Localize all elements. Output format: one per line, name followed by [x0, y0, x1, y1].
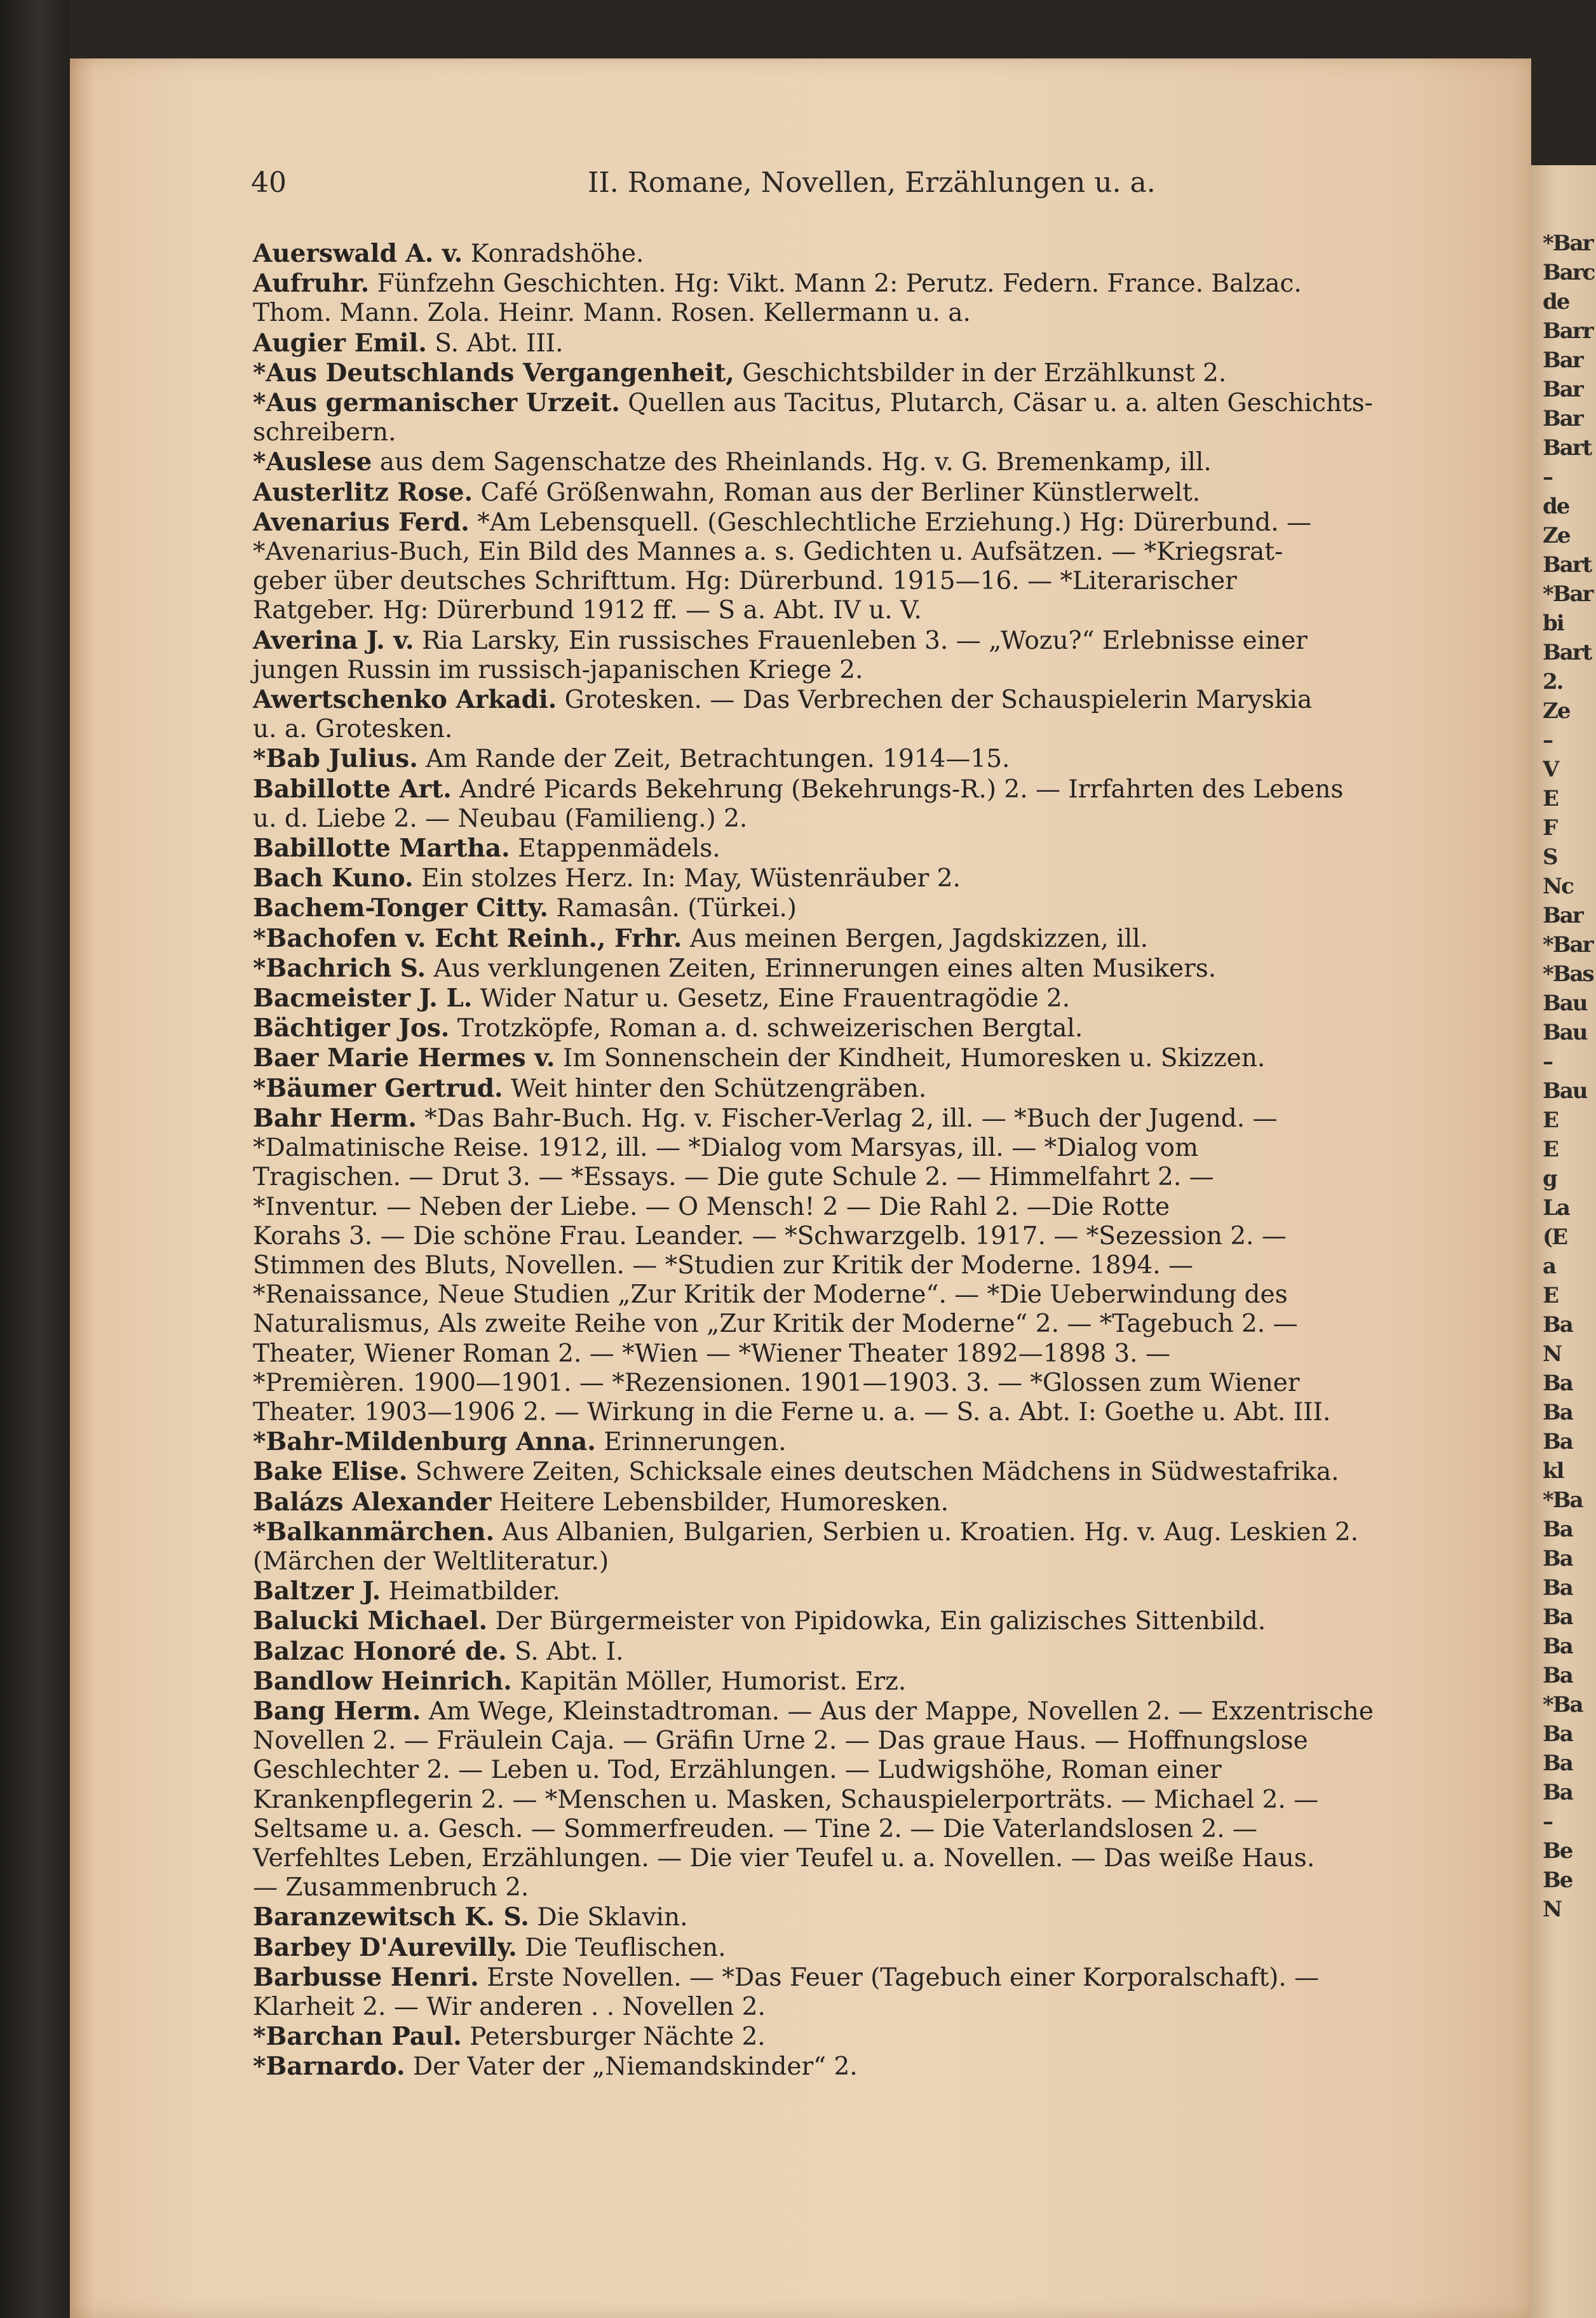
entry-text: Wider Natur u. Gesetz, Eine Frauentragödie 2.: [472, 984, 1071, 1013]
entry-text: Fünfzehn Geschichten. Hg: Vikt. Mann 2: Perutz. Federn. France. Balzac.: [369, 269, 1302, 299]
entry-author: Bandlow Heinrich.: [253, 1666, 512, 1696]
next-page-fragment: Ba: [1543, 1517, 1572, 1542]
entry: [253, 984, 1492, 1013]
entry-text: Trotzköpfe, Roman a. d. schweizerischen Bergtal.: [449, 1014, 1083, 1043]
next-page-fragment: 2.: [1543, 669, 1563, 695]
entry-author: *Bachofen v. Echt Reinh., Frhr.: [253, 923, 682, 953]
entry-author: Auerswald A. v.: [253, 239, 463, 268]
entry-text-continued: Geschlechter 2. — Leben u. Tod, Erzählungen. — Ludwigshöhe, Roman einer: [253, 1756, 1222, 1785]
bibliography-entries: [253, 239, 1492, 2082]
entry: [253, 1517, 1492, 1576]
entry-text: *Das Bahr-Buch. Hg. v. Fischer-Verlag 2, ill. — *Buch der Jugend. —: [416, 1104, 1278, 1133]
entry: [253, 1933, 1492, 1963]
entry-text-continued: Tragischen. — Drut 3. — *Essays. — Die gute Schule 2. — Himmelfahrt 2. —: [253, 1163, 1214, 1192]
entry-text: Ein stolzes Herz. In: May, Wüstenräuber 2.: [413, 864, 961, 893]
next-page-fragment: V: [1543, 757, 1559, 782]
entry-author: Bang Herm.: [253, 1696, 421, 1726]
entry-text-continued: jungen Russin im russisch-japanischen Kriege 2.: [253, 655, 863, 684]
entry-text-continued: u. d. Liebe 2. — Neubau (Familieng.) 2.: [253, 804, 748, 833]
entry: [253, 1963, 1492, 2022]
next-page-fragment: de: [1543, 494, 1569, 519]
entry: [253, 954, 1492, 984]
entry-text-continued: Theater, Wiener Roman 2. — *Wien — *Wiener Theater 1892—1898 3. —: [253, 1339, 1170, 1368]
next-page-fragment: a: [1543, 1254, 1556, 1279]
entry-text: Die Teuflischen.: [517, 1933, 726, 1962]
entry-author: Augier Emil.: [253, 328, 427, 358]
next-page-fragment: –: [1543, 728, 1552, 753]
entry: [253, 447, 1492, 477]
next-page-fragment: Ba: [1543, 1604, 1572, 1630]
entry-author: *Auslese: [253, 447, 372, 477]
next-page-fragment: F: [1543, 815, 1557, 841]
entry-author: *Bäumer Gertrud.: [253, 1073, 503, 1103]
entry-text: S. Abt. III.: [426, 329, 564, 358]
book-binding: [0, 0, 70, 2318]
entry-text-continued: Novellen 2. — Fräulein Caja. — Gräfin Urne 2. — Das graue Haus. — Hoffnungslose: [253, 1726, 1308, 1756]
next-page-fragment: Bar: [1543, 406, 1583, 431]
next-page-fragment: *Bar: [1543, 581, 1593, 607]
entry-text: Aus verklungenen Zeiten, Erinnerungen eines alten Musikers.: [426, 954, 1217, 983]
entry: [253, 1902, 1492, 1932]
entry: [253, 744, 1492, 774]
entry-text-continued: Naturalismus, Als zweite Reihe von „Zur Kritik der Moderne“ 2. — *Tagebuch 2. —: [253, 1310, 1298, 1339]
running-head: II. Romane, Novellen, Erzählungen u. a.: [588, 166, 1156, 199]
entry-text: Aus Albanien, Bulgarien, Serbien u. Kroatien. Hg. v. Aug. Leskien 2.: [494, 1517, 1359, 1547]
entry-author: Averina J. v.: [253, 625, 414, 655]
entry-text-continued: *Renaissance, Neue Studien „Zur Kritik der Moderne“. — *Die Ueberwindung des: [253, 1280, 1288, 1310]
entry: [253, 1013, 1492, 1043]
entry-text-continued: schreibern.: [253, 418, 396, 447]
next-page-fragment: La: [1543, 1195, 1569, 1221]
next-page-fragment: Bar: [1543, 903, 1583, 928]
entry-text: Café Größenwahn, Roman aus der Berliner Künstlerwelt.: [473, 478, 1201, 507]
next-page-fragment: Nc: [1543, 874, 1573, 899]
next-page-fragment: E: [1543, 1137, 1558, 1162]
entry-author: *Aus germanischer Urzeit.: [253, 388, 620, 418]
entry-author: Barbey D'Aurevilly.: [253, 1932, 517, 1962]
entry: [253, 269, 1492, 328]
entry: [253, 834, 1492, 864]
entry-author: Awertschenko Arkadi.: [253, 685, 557, 715]
next-page-fragment: Bart: [1543, 552, 1592, 578]
page-header: [251, 166, 1496, 205]
entry-author: *Bab Julius.: [253, 744, 418, 774]
next-page-fragment: S: [1543, 844, 1557, 870]
next-page-fragment: Ba: [1543, 1721, 1572, 1747]
entry-text-continued: — Zusammenbruch 2.: [253, 1873, 529, 1902]
entry: [253, 1457, 1492, 1487]
next-page-fragment: Bau: [1543, 991, 1587, 1016]
entry-text: Im Sonnenschein der Kindheit, Humoresken u. Skizzen.: [555, 1044, 1266, 1073]
next-page-fragment: (E: [1543, 1224, 1567, 1250]
entry: [253, 1043, 1492, 1073]
entry-author: Bahr Herm.: [253, 1103, 417, 1133]
entry-author: Avenarius Ferd.: [253, 507, 470, 537]
entry-author: Austerlitz Rose.: [253, 477, 473, 507]
entry-text: Weit hinter den Schützengräben.: [503, 1074, 927, 1103]
entry-text: Am Rande der Zeit, Betrachtungen. 1914—15.: [417, 745, 1010, 774]
entry-text-continued: Korahs 3. — Die schöne Frau. Leander. — *Schwarzgelb. 1917. — *Sezession 2. —: [253, 1221, 1287, 1250]
entry: [253, 1488, 1492, 1517]
next-page-fragment: Bart: [1543, 435, 1592, 461]
next-page-fragment: Ba: [1543, 1429, 1572, 1454]
next-page-fragment: Ze: [1543, 523, 1570, 548]
next-page-fragment: *Bas: [1543, 961, 1593, 987]
next-page-fragment: E: [1543, 1108, 1558, 1133]
entry-author: Aufruhr.: [253, 269, 370, 299]
entry-author: Barbusse Henri.: [253, 1962, 479, 1992]
entry: [253, 1697, 1492, 1902]
next-page-fragment: g: [1543, 1166, 1557, 1191]
entry: [253, 626, 1492, 685]
entry: [253, 329, 1492, 358]
next-page-fragment: –: [1543, 1809, 1552, 1834]
next-page-fragments: [1543, 229, 1596, 1924]
entry-text-continued: *Avenarius-Buch, Ein Bild des Mannes a. s. Gedichten u. Aufsätzen. — *Kriegsrat-: [253, 538, 1283, 567]
entry: [253, 1074, 1492, 1104]
entry: [253, 1576, 1492, 1606]
entry-author: Babillotte Martha.: [253, 834, 510, 864]
entry-text: Konradshöhe.: [463, 240, 644, 268]
entry-text: Quellen aus Tacitus, Plutarch, Cäsar u. a. alten Geschichts-: [619, 389, 1373, 418]
entry-text: Etappenmädels.: [510, 834, 720, 864]
entry-text: Erinnerungen.: [595, 1428, 787, 1457]
entry: [253, 1427, 1492, 1457]
next-page-fragment: Ze: [1543, 698, 1570, 724]
entry: [253, 478, 1492, 508]
next-page-fragment: Bau: [1543, 1020, 1587, 1045]
entry: [253, 1637, 1492, 1667]
entry-text-continued: Verfehltes Leben, Erzählungen. — Die vier Teufel u. a. Novellen. — Das weiße Haus.: [253, 1843, 1315, 1873]
entry: [253, 864, 1492, 893]
entry-text: Die Sklavin.: [529, 1903, 688, 1932]
next-page-fragment: *Ba: [1543, 1692, 1583, 1718]
entry-text: Ria Larsky, Ein russisches Frauenleben 3. — „Wozu?“ Erlebnisse einer: [414, 626, 1308, 655]
next-page-fragment: kl: [1543, 1458, 1564, 1484]
entry: [253, 2022, 1492, 2052]
entry-text: André Picards Bekehrung (Bekehrungs-R.) 2. — Irrfahrten des Lebens: [451, 775, 1344, 804]
entry: [253, 388, 1492, 447]
entry-author: *Bachrich S.: [253, 953, 426, 983]
entry-author: Balzac Honoré de.: [253, 1636, 507, 1666]
entry-author: *Bahr-Mildenburg Anna.: [253, 1427, 596, 1457]
next-page-fragment: E: [1543, 1283, 1558, 1308]
entry-author: Bachem-Tonger Citty.: [253, 893, 548, 923]
next-page-fragment: Bar: [1543, 348, 1583, 373]
entry-text: Erste Novellen. — *Das Feuer (Tagebuch einer Korporalschaft). —: [478, 1963, 1320, 1992]
entry-text-continued: *Inventur. — Neben der Liebe. — O Mensch! 2 — Die Rahl 2. —Die Rotte: [253, 1192, 1170, 1221]
entry-text: *Am Lebensquell. (Geschlechtliche Erziehung.) Hg: Dürerbund. —: [469, 508, 1312, 537]
entry-text: Grotesken. — Das Verbrechen der Schauspielerin Maryskia: [557, 686, 1313, 715]
entry-author: Bächtiger Jos.: [253, 1013, 450, 1043]
entry: [253, 893, 1492, 923]
entry-text: Aus meinen Bergen, Jagdskizzen, ill.: [682, 924, 1149, 953]
entry-author: *Balkanmärchen.: [253, 1517, 495, 1547]
entry: [253, 2052, 1492, 2082]
entry-text: aus dem Sagenschatze des Rheinlands. Hg. v. G. Bremenkamp, ill.: [372, 448, 1212, 477]
entry: [253, 1606, 1492, 1636]
entry-text-continued: Theater. 1903—1906 2. — Wirkung in die Ferne u. a. — S. a. Abt. I: Goethe u. Abt. III.: [253, 1397, 1331, 1427]
next-page-fragment: Bart: [1543, 640, 1592, 665]
entry-text-continued: (Märchen der Weltliteratur.): [253, 1547, 609, 1576]
entry-author: Balucki Michael.: [253, 1606, 488, 1636]
entry-author: Balázs Alexander: [253, 1487, 492, 1517]
entry-author: Babillotte Art.: [253, 774, 452, 804]
next-page-fragment: Be: [1543, 1867, 1572, 1893]
next-page-fragment: N: [1543, 1897, 1562, 1922]
next-page-fragment: –: [1543, 464, 1552, 490]
next-page-fragment: Barc: [1543, 260, 1595, 285]
next-page-fragment: Ba: [1543, 1371, 1572, 1396]
next-page-fragment: *Bar: [1543, 231, 1593, 256]
entry-author: Bach Kuno.: [253, 864, 414, 893]
next-page-fragment: de: [1543, 289, 1569, 315]
next-page-fragment: Be: [1543, 1838, 1572, 1864]
entry-text-continued: Ratgeber. Hg: Dürerbund 1912 ff. — S a. Abt. IV u. V.: [253, 596, 922, 625]
next-page-fragment: Ba: [1543, 1634, 1572, 1659]
entry: [253, 1667, 1492, 1697]
next-page-fragment: Ba: [1543, 1312, 1572, 1338]
next-page-fragment: N: [1543, 1341, 1562, 1367]
entry-author: Bake Elise.: [253, 1457, 408, 1487]
entry-author: Baranzewitsch K. S.: [253, 1902, 529, 1932]
entry-text-continued: geber über deutsches Schrifttum. Hg: Dürerbund. 1915—16. — *Literarischer: [253, 567, 1237, 596]
entry: [253, 685, 1492, 744]
entry: [253, 1104, 1492, 1427]
entry-text-continued: Klarheit 2. — Wir anderen . . Novellen 2.: [253, 1992, 766, 2021]
next-page-fragment: Ba: [1543, 1663, 1572, 1688]
entry-text-continued: Thom. Mann. Zola. Heinr. Mann. Rosen. Kellermann u. a.: [253, 299, 971, 328]
entry-text: S. Abt. I.: [506, 1637, 624, 1666]
entry-text: Ramasân. (Türkei.): [548, 894, 797, 923]
entry-author: Baltzer J.: [253, 1576, 381, 1606]
entry-text-continued: Seltsame u. a. Gesch. — Sommerfreuden. — Tine 2. — Die Vaterlandslosen 2. —: [253, 1814, 1258, 1843]
next-page-fragment: Ba: [1543, 1780, 1572, 1805]
next-page-fragment: Ba: [1543, 1400, 1572, 1425]
next-page-fragment: Ba: [1543, 1575, 1572, 1601]
entry: [253, 508, 1492, 626]
entry: [253, 358, 1492, 388]
next-page-fragment: *Ba: [1543, 1488, 1583, 1513]
entry-author: *Barchan Paul.: [253, 2022, 462, 2052]
entry-text: Petersburger Nächte 2.: [461, 2023, 766, 2052]
next-page-fragment: –: [1543, 1049, 1552, 1074]
next-page-fragment: Ba: [1543, 1546, 1572, 1571]
entry-text: Geschichtsbilder in der Erzählkunst 2.: [734, 358, 1227, 388]
entry-text: Kapitän Möller, Humorist. Erz.: [511, 1667, 907, 1696]
entry-text: Der Vater der „Niemandskinder“ 2.: [405, 2052, 858, 2082]
page-number: 40: [251, 166, 287, 199]
entry: [253, 239, 1492, 269]
next-page-fragment: *Bar: [1543, 932, 1593, 958]
entry: [253, 775, 1492, 834]
entry-text-continued: Krankenpflegerin 2. — *Menschen u. Masken, Schauspielerporträts. — Michael 2. —: [253, 1785, 1319, 1814]
next-page-fragment: E: [1543, 786, 1558, 811]
entry-text: Heitere Lebensbilder, Humoresken.: [491, 1488, 949, 1517]
entry-author: *Aus Deutschlands Vergangenheit,: [253, 358, 734, 388]
entry-text-continued: *Premièren. 1900—1901. — *Rezensionen. 1901—1903. 3. — *Glossen zum Wiener: [253, 1368, 1300, 1397]
entry: [253, 924, 1492, 954]
entry-author: Bacmeister J. L.: [253, 984, 473, 1013]
entry-text: Am Wege, Kleinstadtroman. — Aus der Mappe, Novellen 2. — Exzentrische: [421, 1697, 1374, 1726]
entry-text: Heimatbilder.: [381, 1577, 560, 1606]
entry-text-continued: *Dalmatinische Reise. 1912, ill. — *Dialog vom Marsyas, ill. — *Dialog vom: [253, 1134, 1198, 1163]
next-page-fragment: Barr: [1543, 318, 1593, 344]
entry-text: Der Bürgermeister von Pipidowka, Ein galizisches Sittenbild.: [487, 1607, 1266, 1636]
next-page-fragment: Ba: [1543, 1751, 1572, 1776]
entry-text-continued: u. a. Grotesken.: [253, 715, 453, 744]
entry-text: Schwere Zeiten, Schicksale eines deutschen Mädchens in Südwestafrika.: [407, 1458, 1339, 1487]
entry-author: *Barnardo.: [253, 2052, 405, 2082]
entry-author: Baer Marie Hermes v.: [253, 1043, 555, 1073]
next-page-fragment: Bar: [1543, 377, 1583, 402]
next-page-fragment: bi: [1543, 611, 1564, 636]
next-page-fragment: Bau: [1543, 1078, 1587, 1104]
entry-text-continued: Stimmen des Bluts, Novellen. — *Studien zur Kritik der Moderne. 1894. —: [253, 1250, 1194, 1280]
